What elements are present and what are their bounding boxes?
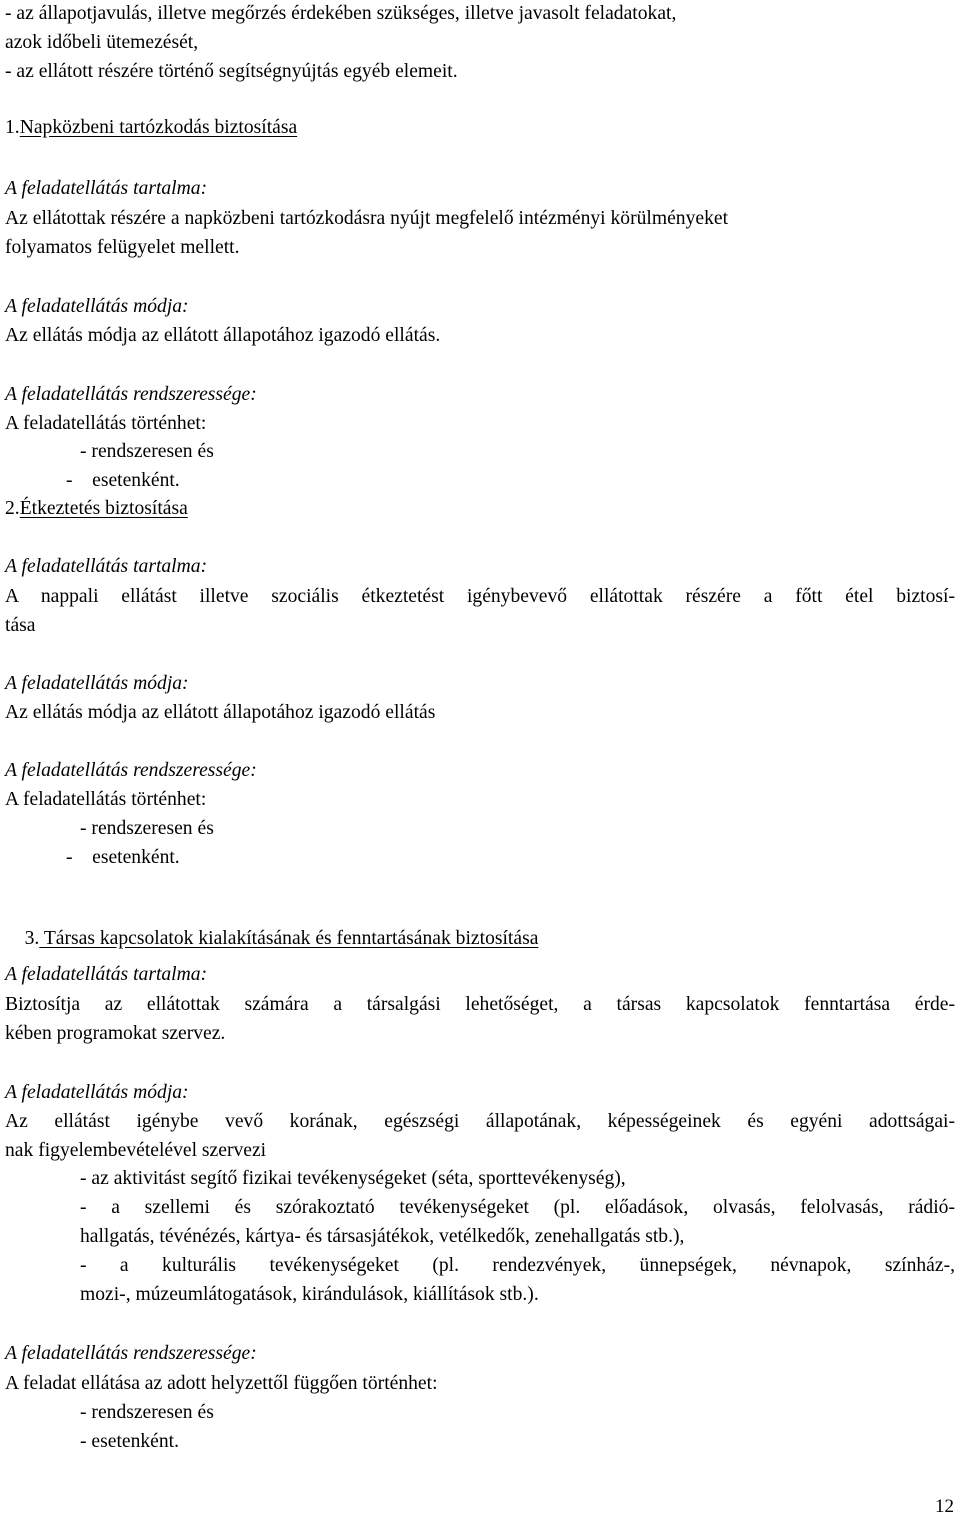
body-text: Az ellátást igénybe vevő korának, egészségi állapotának, képességeinek és egyéni adottságai- — [5, 1111, 955, 1132]
body-text: kében programokat szervez. — [5, 1023, 226, 1044]
intro-line: azok időbeli ütemezését, — [5, 32, 199, 53]
list-item: hallgatás, tévénézés, kártya- és társasjátékok, vetélkedők, zenehallgatás stb.), — [80, 1226, 685, 1247]
section-number: 1. — [5, 117, 20, 138]
list-item: - a kulturális tevékenységeket (pl. rendezvények, ünnepségek, névnapok, színház-, — [80, 1255, 955, 1276]
body-text: Az ellátás módja az ellátott állapotához igazodó ellátás — [5, 702, 436, 723]
field-label: A feladatellátás tartalma: — [5, 178, 208, 199]
intro-line: - az ellátott részére történő segítségnyújtás egyéb elemeit. — [5, 61, 458, 82]
field-label: A feladatellátás tartalma: — [5, 556, 208, 577]
field-label: A feladatellátás rendszeressége: — [5, 384, 257, 405]
section-heading — [5, 497, 188, 521]
body-text: nak figyelembevételével szervezi — [5, 1140, 267, 1161]
list-item: mozi-, múzeumlátogatások, kirándulások, kiállítások stb.). — [80, 1284, 539, 1305]
page-number: 12 — [935, 1496, 954, 1517]
field-label: A feladatellátás módja: — [5, 1082, 189, 1103]
section-number: 2. — [5, 498, 20, 519]
body-text: A feladat ellátása az adott helyzettől függően történhet: — [5, 1373, 438, 1394]
field-label: A feladatellátás rendszeressége: — [5, 1343, 257, 1364]
list-item: - a szellemi és szórakoztató tevékenységeket (pl. előadások, olvasás, felolvasás, rádió- — [80, 1197, 955, 1218]
list-item: - rendszeresen és — [80, 441, 214, 462]
body-text: Biztosítja az ellátottak számára a társalgási lehetőséget, a társas kapcsolatok fenntartása érde- — [5, 994, 955, 1015]
intro-line: - az állapotjavulás, illetve megőrzés érdekében szükséges, illetve javasolt feladatokat, — [5, 3, 677, 24]
section-title: Társas kapcsolatok kialakításának és fenntartásának biztosítása — [39, 928, 539, 949]
body-text: A feladatellátás történhet: — [5, 789, 207, 810]
section-heading — [5, 116, 297, 140]
field-label: A feladatellátás módja: — [5, 673, 189, 694]
field-label: A feladatellátás tartalma: — [5, 964, 208, 985]
body-text: folyamatos felügyelet mellett. — [5, 237, 240, 258]
list-item: - esetenként. — [66, 847, 180, 868]
list-item: - rendszeresen és — [80, 1402, 214, 1423]
list-item: - esetenként. — [66, 470, 180, 491]
list-item: - rendszeresen és — [80, 818, 214, 839]
body-text: A nappali ellátást illetve szociális étkeztetést igénybevevő ellátottak részére a főtt étel biztosí- — [5, 586, 955, 607]
field-label: A feladatellátás rendszeressége: — [5, 760, 257, 781]
field-label: A feladatellátás módja: — [5, 296, 189, 317]
list-item: - esetenként. — [80, 1431, 180, 1452]
body-text: A feladatellátás történhet: — [5, 413, 207, 434]
body-text: Az ellátás módja az ellátott állapotához igazodó ellátás. — [5, 325, 441, 346]
section-number: 3. — [24, 928, 40, 949]
body-text: Az ellátottak részére a napközbeni tartózkodásra nyújt megfelelő intézményi körülményeket — [5, 208, 729, 229]
list-item: - az aktivitást segítő fizikai tevékenységeket (séta, sporttevékenység), — [80, 1168, 626, 1189]
body-text: tása — [5, 615, 36, 636]
section-title: Napközbeni tartózkodás biztosítása — [19, 117, 298, 138]
section-title: Étkeztetés biztosítása — [19, 498, 188, 519]
